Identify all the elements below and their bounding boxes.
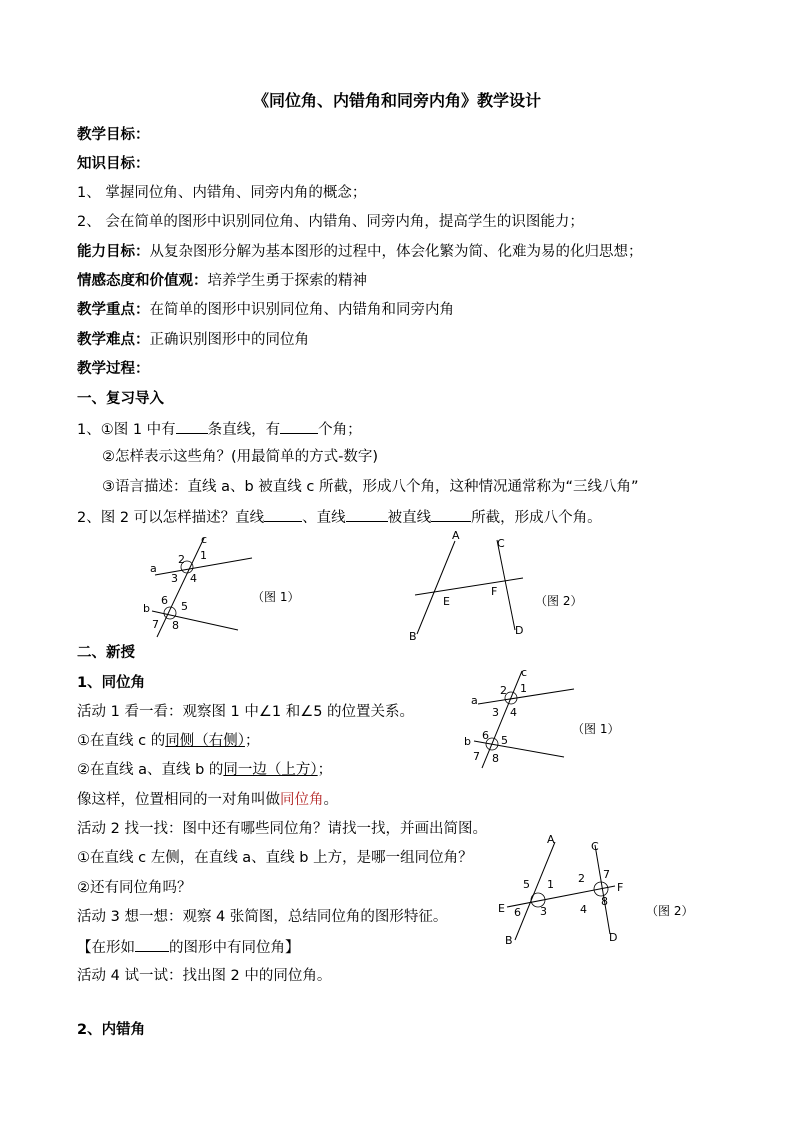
conclusion-bracket [77, 936, 300, 958]
q1-text-b: 条直线，有 [207, 422, 281, 438]
figure-1-diagram [140, 530, 260, 640]
label-a: a [150, 562, 157, 575]
new-lesson-heading: 二、新授 [77, 645, 135, 661]
q2-text-c: 被直线 [387, 510, 432, 526]
point-E: E [443, 595, 450, 608]
angle-2: 2 [500, 684, 507, 697]
line-ab [417, 541, 455, 634]
ability-goal [77, 242, 643, 262]
activity-2: 活动 2 找一找：图中还有哪些同位角？请找一找，并画出简图。 [77, 821, 487, 837]
angle-1: 1 [200, 549, 207, 562]
label-b: b [143, 602, 150, 615]
bracket-text-b: 的图形中有同位角】 [169, 940, 300, 956]
answer-blank [346, 506, 388, 522]
activity-3: 活动 3 想一想：观察 4 张简图，总结同位角的图形特征。 [77, 909, 448, 925]
angle-8: 8 [601, 895, 608, 908]
angle-7: 7 [603, 868, 610, 881]
figure-1-caption: （图 1） [252, 590, 300, 604]
answer-blank [135, 936, 169, 952]
figure-2-caption: （图 2） [535, 594, 583, 608]
angle-2: 2 [178, 553, 185, 566]
point-2-pre: ②在直线 a、直线 b 的 [77, 762, 224, 778]
alternate-angles-heading: 2、内错角 [77, 1022, 146, 1038]
figure-2-diagram-repeat [495, 830, 645, 950]
process-heading: 教学过程： [77, 361, 150, 377]
knowledge-heading: 知识目标： [77, 156, 150, 172]
figure-1-diagram-repeat [462, 662, 582, 772]
answer-blank [431, 506, 471, 522]
line-cd [497, 540, 515, 630]
label-c: c [521, 666, 528, 679]
difficulty-point [77, 330, 309, 350]
angle-8: 8 [172, 619, 179, 632]
point-1-post: ； [244, 733, 260, 749]
angle-4: 4 [510, 706, 517, 719]
knowledge-goal-2: 2、 会在简单的图形中识别同位角、内错角、同旁内角，提高学生的识图能力； [77, 214, 584, 230]
definition-term: 同位角 [280, 792, 324, 808]
angle-2: 2 [578, 872, 585, 885]
activity-1-point-2 [77, 760, 332, 780]
angle-4: 4 [580, 903, 587, 916]
point-F: F [617, 881, 624, 894]
point-A: A [547, 833, 555, 846]
ability-text: 从复杂图形分解为基本图形的过程中，体会化繁为简、化难为易的化归思想； [149, 244, 643, 260]
ability-label: 能力目标： [77, 244, 150, 260]
angle-8: 8 [492, 752, 499, 765]
point-B: B [505, 934, 513, 947]
point-D: D [515, 624, 524, 637]
angle-6: 6 [514, 906, 521, 919]
point-A: A [452, 529, 460, 542]
review-q1 [77, 418, 362, 440]
answer-blank [264, 506, 302, 522]
key-label: 教学重点： [77, 302, 150, 318]
activity-2-point-2: ②还有同位角吗？ [77, 880, 192, 896]
label-c: c [201, 533, 208, 546]
q1-text-a: 1、①图 1 中有 [77, 422, 176, 438]
angle-1: 1 [547, 878, 554, 891]
label-a: a [471, 694, 478, 707]
point-1-underlined: 同侧（右侧） [165, 733, 245, 749]
knowledge-goal-1: 1、 掌握同位角、内错角、同旁内角的概念； [77, 185, 367, 201]
figure-1-caption-repeat: （图 1） [572, 722, 620, 736]
goals-heading: 教学目标： [77, 127, 150, 143]
angle-6: 6 [482, 729, 489, 742]
document-title: 《同位角、内错角和同旁内角》教学设计 [252, 91, 541, 110]
angle-7: 7 [152, 618, 159, 631]
definition-post: 。 [323, 792, 338, 808]
difficulty-text: 正确识别图形中的同位角 [149, 332, 309, 348]
activity-1: 活动 1 看一看：观察图 1 中∠1 和∠5 的位置关系。 [77, 704, 415, 720]
review-q2 [77, 506, 602, 528]
figure-2-diagram [405, 528, 535, 643]
q2-text-b: 、直线 [302, 510, 346, 526]
review-q1-3: ③语言描述：直线 a、b 被直线 c 所截，形成八个角，这种情况通常称为“三线八角” [102, 479, 639, 495]
angle-5: 5 [501, 734, 508, 747]
line-ab [515, 842, 555, 940]
difficulty-label: 教学难点： [77, 332, 150, 348]
bracket-text-a: 【在形如 [77, 940, 135, 956]
key-point [77, 300, 454, 320]
point-1-pre: ①在直线 c 的 [77, 733, 166, 749]
point-C: C [591, 840, 599, 853]
corresponding-angles-heading: 1、同位角 [77, 675, 146, 691]
emotion-goal [77, 271, 367, 291]
label-b: b [464, 735, 471, 748]
point-2-post: ； [317, 762, 333, 778]
emotion-label: 情感态度和价值观： [77, 273, 208, 289]
answer-blank [176, 418, 208, 434]
activity-4: 活动 4 试一试：找出图 2 中的同位角。 [77, 968, 332, 984]
angle-5: 5 [523, 878, 530, 891]
key-text: 在简单的图形中识别同位角、内错角和同旁内角 [149, 302, 454, 318]
angle-4: 4 [190, 572, 197, 585]
activity-2-point-1: ①在直线 c 左侧，在直线 a、直线 b 上方，是哪一组同位角？ [77, 850, 473, 866]
review-q1-2: ②怎样表示这些角？(用最简单的方式-数字) [102, 449, 379, 465]
q1-text-c: 个角； [318, 422, 362, 438]
figure-2-caption-repeat: （图 2） [646, 904, 694, 918]
answer-blank [280, 418, 318, 434]
point-B: B [409, 630, 417, 643]
definition [77, 790, 338, 810]
angle-3: 3 [171, 572, 178, 585]
angle-5: 5 [181, 600, 188, 613]
definition-pre: 像这样，位置相同的一对角叫做 [77, 792, 280, 808]
review-heading: 一、复习导入 [77, 391, 164, 407]
q2-text-a: 2、图 2 可以怎样描述？直线 [77, 510, 265, 526]
angle-3: 3 [492, 706, 499, 719]
point-F: F [491, 585, 498, 598]
angle-3: 3 [540, 905, 547, 918]
point-E: E [498, 902, 505, 915]
angle-6: 6 [161, 594, 168, 607]
activity-1-point-1 [77, 731, 259, 751]
angle-1: 1 [520, 682, 527, 695]
point-D: D [609, 931, 618, 944]
point-2-underlined: 同一边（上方） [223, 762, 318, 778]
q2-text-d: 所截，形成八个角。 [471, 510, 602, 526]
point-C: C [497, 537, 505, 550]
emotion-text: 培养学生勇于探索的精神 [207, 273, 367, 289]
angle-7: 7 [473, 750, 480, 763]
